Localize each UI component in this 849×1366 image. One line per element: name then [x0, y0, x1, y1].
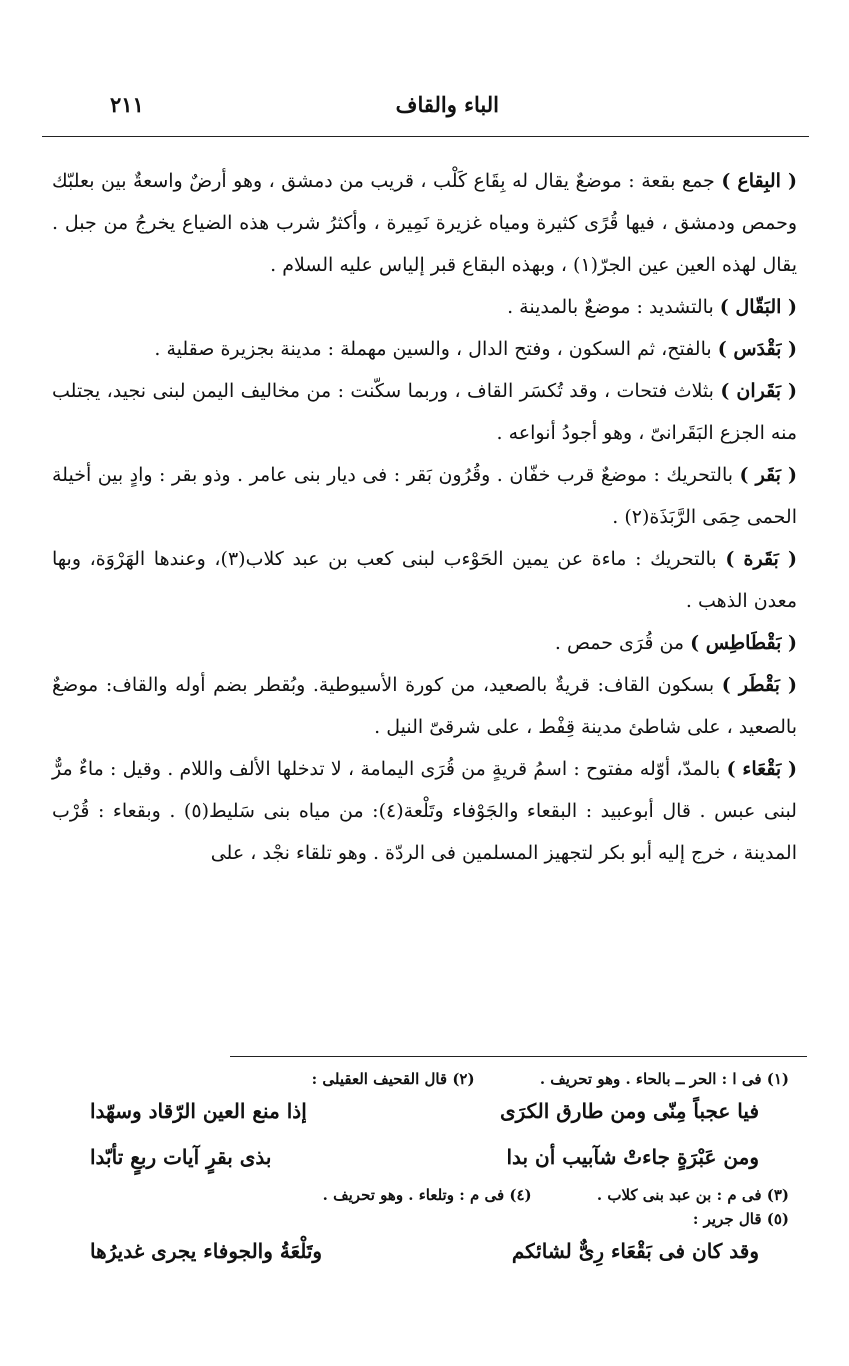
- footnote-2-intro: (٢) قال القحيف العقيلى :: [311, 1070, 475, 1088]
- footnote-row-2: [60, 1186, 789, 1204]
- footnote-divider: [230, 1056, 807, 1057]
- footnote-3: (٣) فى م : بن عبد بنى كلاب .: [596, 1186, 789, 1204]
- verse-first-hemistich: فيا عجباً مِنّى ومن طارق الكرَى: [499, 1099, 759, 1123]
- footnote-1: (١) فى ا : الحر ــ بالحاء . وهو تحريف .: [539, 1070, 789, 1088]
- entry-baqaa: [52, 748, 797, 874]
- entry-text: من قُرَى حمص .: [554, 632, 685, 654]
- footnote-4: (٤) فى م : وتلعاء . وهو تحريف .: [322, 1186, 532, 1204]
- verse-line: [90, 1140, 759, 1174]
- entry-baqtatis: [52, 622, 797, 664]
- verse-line: [90, 1234, 759, 1268]
- entry-headword: ( بَقْدَس ): [717, 338, 797, 360]
- entry-text: بثلاث فتحات ، وقد تُكسَر القاف ، وربما سكّنت : من مخاليف اليمن لبنى نجيد، يجتلب منه الجزع البَقَرانىّ ، وهو أجودُ أنواعه .: [52, 380, 797, 444]
- entry-biqaa: [52, 160, 797, 286]
- verse-second-hemistich: إذا منع العين الرّقاد وسهّدا: [90, 1099, 307, 1123]
- entry-baqara: [52, 538, 797, 622]
- verse-second-hemistich: بذى بقرٍ آيات ربعٍ تأبّدا: [90, 1145, 272, 1169]
- entry-headword: ( بَقَرة ): [725, 548, 798, 570]
- entry-baqaran: [52, 370, 797, 454]
- entry-headword: ( بَقْطَاطِس ): [690, 632, 797, 654]
- entry-text: بالتحريك : موضعٌ قرب خفّان . وقُرُون بَقر : فى ديار بنى عامر . وذو بقر : وادٍ بين أخيلة الحمى حِمَى الرَّبَذَة(٢) .: [52, 464, 797, 528]
- footnotes: [60, 1070, 789, 1280]
- running-title: الباء والقاف: [395, 92, 499, 117]
- footnote-5-intro: (٥) قال جرير :: [692, 1210, 789, 1228]
- entry-baqtar: [52, 664, 797, 748]
- verse-line: [90, 1094, 759, 1128]
- entry-headword: ( البَقّال ): [719, 296, 797, 318]
- verse-first-hemistich: وقد كان فى بَقْعَاء رِىٌّ لشائكم: [511, 1239, 759, 1263]
- entry-headword: ( بَقَر ): [739, 464, 798, 486]
- header-divider: [42, 136, 809, 137]
- entry-text: بالتحريك : ماءة عن يمين الحَوْءب لبنى كعب بن عبد كلاب(٣)، وعندها الهَرْوَة، وبها معدن الذهب .: [52, 548, 797, 612]
- verse-first-hemistich: ومن عَبْرَةٍ جاءتْ شآبيب أن بدا: [506, 1145, 759, 1169]
- entry-headword: ( بَقْطَر ): [721, 674, 797, 696]
- entry-text: بالمدّ، أوّله مفتوح : اسمُ قريةٍ من قُرَى اليمامة ، لا تدخلها الألف واللام . وقيل : ماءٌ مرٌّ لبنى عبس . قال أبوعبيد : البقعاء والجَوْفاء وتَلْعة(٤): من مياه بنى سَليط(٥) . وبقعاء : قُرْب المدينة ، خرج إليه أبو بكر لتجهيز المسلمين فى الردّة . وهو تلقاء نجْد ، على: [52, 758, 797, 864]
- entry-text: بالفتح، ثم السكون ، وفتح الدال ، والسين مهملة : مدينة بجزيرة صقلية .: [154, 338, 712, 360]
- entry-headword: ( بَقْعَاء ): [726, 758, 798, 780]
- entry-text: بسكون القاف: قريةٌ بالصعيد، من كورة الأسيوطية. وبُقطر بضم أوله والقاف: موضعٌ بالصعيد ، على شاطئ مدينة قِفْط ، على شرقىّ النيل .: [52, 674, 797, 738]
- verse-second-hemistich: وتَلْعَةُ والجوفاء يجرى غديرُها: [90, 1239, 323, 1263]
- main-text: [52, 160, 797, 874]
- entry-headword: ( البِقاع ): [721, 170, 797, 192]
- footnote-row-1: [60, 1070, 789, 1088]
- entry-baqqal: [52, 286, 797, 328]
- entry-baqar: [52, 454, 797, 538]
- entry-headword: ( بَقَران ): [720, 380, 797, 402]
- page-header: [100, 92, 789, 126]
- entry-text: جمع بقعة : موضعٌ يقال له بِقَاع كَلْب ، قريب من دمشق ، وهو أرضٌ واسعةٌ بين بعلبّك وحمص ودمشق ، فيها قُرًى كثيرة ومياه غزيرة نَمِيرة ، وأكثرُ شرب هذه الضياع يخرجُ من جبل . يقال لهذه العين عين الجرّ(١) ، وبهذه البقاع قبر إلياس عليه السلام .: [52, 170, 797, 276]
- page-number: ٢١١: [110, 92, 144, 117]
- footnote-row-3: [60, 1210, 789, 1228]
- entry-baqdas: [52, 328, 797, 370]
- entry-text: بالتشديد : موضعٌ بالمدينة .: [507, 296, 714, 318]
